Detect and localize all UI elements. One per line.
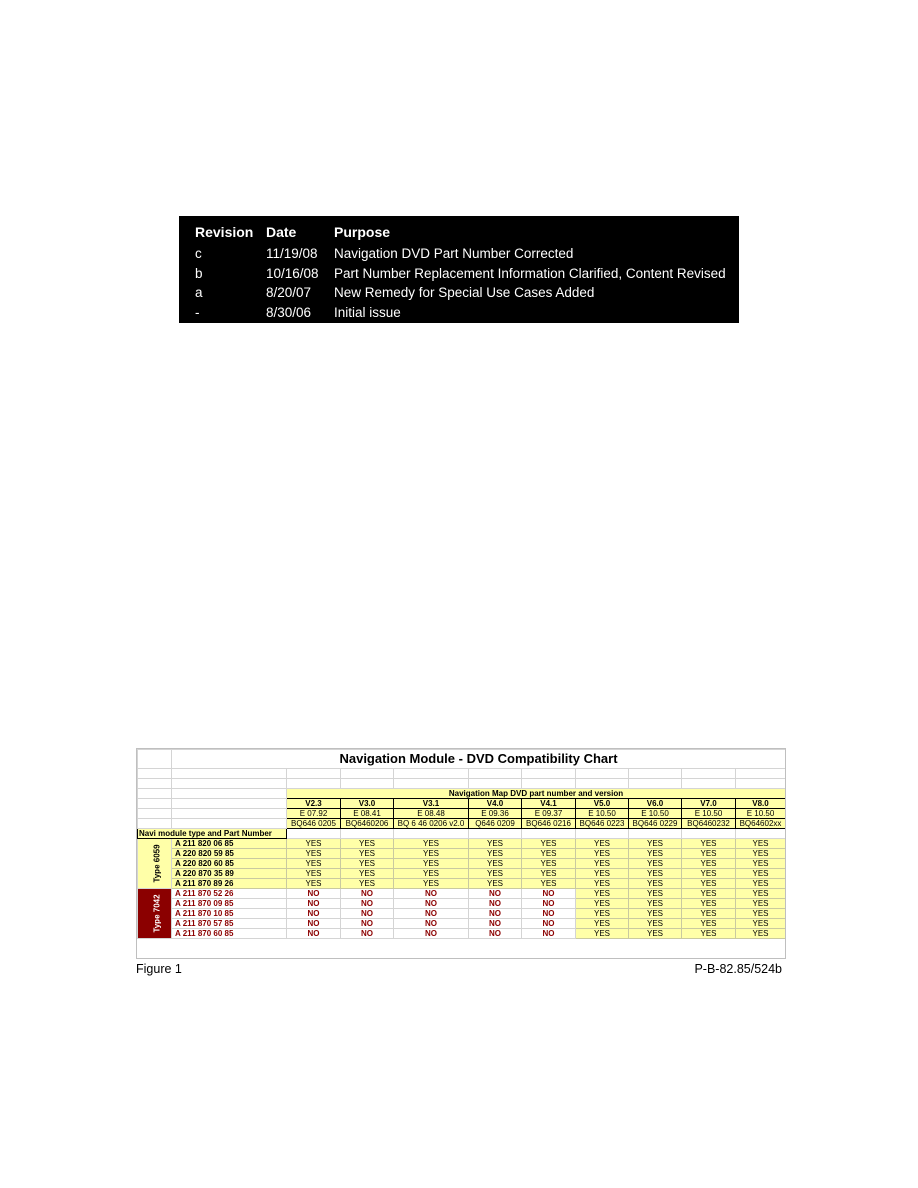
version-cell: V3.0 xyxy=(341,799,394,809)
compatibility-cell: YES xyxy=(629,909,682,919)
module-part-number: A 211 870 10 85 xyxy=(172,909,287,919)
compatibility-cell: NO xyxy=(287,889,341,899)
compatibility-cell: YES xyxy=(576,879,629,889)
revision-purpose: Navigation DVD Part Number Corrected xyxy=(334,246,574,262)
compatibility-cell: YES xyxy=(629,869,682,879)
revision-date: 8/20/07 xyxy=(266,285,312,301)
dvd-part-number-cell: Q646 0209 xyxy=(469,819,522,829)
dvd-part-number-cell: BQ646 0216 xyxy=(522,819,576,829)
compatibility-cell: YES xyxy=(576,859,629,869)
compatibility-cell: YES xyxy=(629,839,682,849)
table-row xyxy=(138,929,786,939)
compatibility-cell: YES xyxy=(629,889,682,899)
table-row xyxy=(138,889,786,899)
empty-cell xyxy=(522,829,576,839)
compatibility-cell: NO xyxy=(522,909,576,919)
compatibility-cell: YES xyxy=(682,869,736,879)
empty-cell xyxy=(394,779,469,789)
empty-cell xyxy=(736,829,786,839)
chart-title-row xyxy=(138,750,786,769)
empty-cell xyxy=(629,779,682,789)
table-row xyxy=(138,869,786,879)
module-part-number: A 220 820 59 85 xyxy=(172,849,287,859)
compatibility-cell: NO xyxy=(287,909,341,919)
compatibility-cell: YES xyxy=(469,869,522,879)
compatibility-cell: YES xyxy=(287,849,341,859)
empty-cell xyxy=(172,799,287,809)
compatibility-cell: YES xyxy=(576,919,629,929)
compatibility-cell: YES xyxy=(576,869,629,879)
compatibility-cell: YES xyxy=(576,899,629,909)
empty-cell xyxy=(469,829,522,839)
compatibility-cell: YES xyxy=(736,859,786,869)
blank-row xyxy=(138,769,786,779)
compatibility-cell: NO xyxy=(394,929,469,939)
compatibility-cell: NO xyxy=(469,909,522,919)
compatibility-cell: YES xyxy=(394,839,469,849)
compatibility-cell: YES xyxy=(287,869,341,879)
empty-cell xyxy=(341,769,394,779)
revision-date: 10/16/08 xyxy=(266,265,319,281)
compatibility-cell: YES xyxy=(682,909,736,919)
compatibility-cell: YES xyxy=(576,889,629,899)
revision-code: c xyxy=(195,246,202,262)
edition-cell: E 10.50 xyxy=(736,809,786,819)
revision-purpose: Initial issue xyxy=(334,304,401,320)
edition-cell: E 10.50 xyxy=(629,809,682,819)
compatibility-cell: NO xyxy=(394,919,469,929)
purpose-header: Purpose xyxy=(334,224,391,240)
compatibility-cell: NO xyxy=(287,899,341,909)
compatibility-cell: YES xyxy=(522,839,576,849)
revision-header: Revision xyxy=(195,224,254,240)
empty-cell xyxy=(138,819,172,829)
empty-cell xyxy=(629,769,682,779)
compatibility-cell: NO xyxy=(287,919,341,929)
compatibility-cell: YES xyxy=(736,929,786,939)
group-label: Type 7042 xyxy=(152,894,162,933)
table-row xyxy=(138,909,786,919)
compatibility-cell: YES xyxy=(682,899,736,909)
versions-row xyxy=(138,799,786,809)
empty-cell xyxy=(341,829,394,839)
empty-cell xyxy=(469,779,522,789)
group-label-cell xyxy=(138,839,172,889)
module-part-number: A 211 870 89 26 xyxy=(172,879,287,889)
column-group-row xyxy=(138,789,786,799)
empty-cell xyxy=(576,829,629,839)
chart-title: Navigation Module - DVD Compatibility Chart xyxy=(172,750,786,769)
version-cell: V4.0 xyxy=(469,799,522,809)
compatibility-cell: YES xyxy=(629,859,682,869)
table-row xyxy=(138,859,786,869)
empty-cell xyxy=(629,829,682,839)
module-part-number: A 220 820 60 85 xyxy=(172,859,287,869)
table-row xyxy=(138,849,786,859)
compatibility-cell: YES xyxy=(576,839,629,849)
compatibility-cell: NO xyxy=(469,919,522,929)
revision-purpose: Part Number Replacement Information Clarified, Content Revised xyxy=(334,265,726,281)
dvd-part-number-cell: BQ646 0205 xyxy=(287,819,341,829)
empty-cell xyxy=(287,779,341,789)
empty-cell xyxy=(138,809,172,819)
dvd-part-number-cell: BQ 6 46 0206 v2.0 xyxy=(394,819,469,829)
empty-cell xyxy=(287,829,341,839)
version-cell: V7.0 xyxy=(682,799,736,809)
revision-date: 11/19/08 xyxy=(266,246,318,262)
editions-row xyxy=(138,809,786,819)
compatibility-cell: YES xyxy=(682,849,736,859)
date-header: Date xyxy=(266,224,297,240)
revision-row xyxy=(195,283,726,303)
compatibility-cell: YES xyxy=(736,899,786,909)
column-group-label: Navigation Map DVD part number and version xyxy=(287,789,786,799)
dvd_part_numbers-row xyxy=(138,819,786,829)
compatibility-cell: NO xyxy=(341,929,394,939)
dvd-part-number-cell: BQ6460232 xyxy=(682,819,736,829)
dvd-part-number-cell: BQ646 0229 xyxy=(629,819,682,829)
compatibility-cell: NO xyxy=(287,929,341,939)
compatibility-cell: YES xyxy=(736,909,786,919)
compatibility-cell: YES xyxy=(341,839,394,849)
compatibility-cell: NO xyxy=(469,929,522,939)
compatibility-cell: NO xyxy=(341,889,394,899)
revision-row xyxy=(195,244,726,264)
compatibility-cell: NO xyxy=(394,909,469,919)
compatibility-cell: YES xyxy=(287,839,341,849)
empty-cell xyxy=(138,769,172,779)
compatibility-cell: NO xyxy=(522,889,576,899)
compatibility-cell: YES xyxy=(629,899,682,909)
empty-cell xyxy=(172,769,287,779)
compatibility-cell: YES xyxy=(576,909,629,919)
row-header-label: Navi module type and Part Number xyxy=(138,829,287,839)
compatibility-cell: YES xyxy=(682,839,736,849)
version-cell: V4.1 xyxy=(522,799,576,809)
revision-row xyxy=(195,303,726,323)
compatibility-cell: YES xyxy=(736,889,786,899)
revision-purpose: New Remedy for Special Use Cases Added xyxy=(334,285,595,301)
compatibility-cell: NO xyxy=(341,909,394,919)
module-part-number: A 211 820 06 85 xyxy=(172,839,287,849)
compatibility-cell: YES xyxy=(576,849,629,859)
compatibility-cell: YES xyxy=(629,919,682,929)
version-cell: V5.0 xyxy=(576,799,629,809)
empty-cell xyxy=(138,779,172,789)
dvd-part-number-cell: BQ6460206 xyxy=(341,819,394,829)
spacer-cell xyxy=(138,750,172,769)
empty-cell xyxy=(287,769,341,779)
edition-cell: E 08.48 xyxy=(394,809,469,819)
compatibility-cell: YES xyxy=(287,859,341,869)
compatibility-cell: YES xyxy=(522,859,576,869)
module-part-number: A 211 870 60 85 xyxy=(172,929,287,939)
compatibility-cell: NO xyxy=(394,899,469,909)
revision-date: 8/30/06 xyxy=(266,304,312,320)
version-cell: V6.0 xyxy=(629,799,682,809)
compatibility-cell: YES xyxy=(394,849,469,859)
module-part-number: A 220 870 35 89 xyxy=(172,869,287,879)
table-row xyxy=(138,879,786,889)
empty-cell xyxy=(576,779,629,789)
compatibility-cell: YES xyxy=(629,879,682,889)
module-part-number: A 211 870 52 26 xyxy=(172,889,287,899)
empty-cell xyxy=(172,779,287,789)
empty-cell xyxy=(172,809,287,819)
compatibility-cell: NO xyxy=(394,889,469,899)
empty-cell xyxy=(576,769,629,779)
compatibility-cell: YES xyxy=(522,879,576,889)
compatibility-cell: YES xyxy=(341,879,394,889)
compatibility-cell: YES xyxy=(287,879,341,889)
compatibility-cell: YES xyxy=(736,839,786,849)
revision-code: a xyxy=(195,285,203,301)
compatibility-cell: YES xyxy=(394,869,469,879)
compatibility-cell: YES xyxy=(341,869,394,879)
compatibility-cell: YES xyxy=(682,929,736,939)
compatibility-cell: NO xyxy=(341,919,394,929)
compatibility-cell: YES xyxy=(469,839,522,849)
revision-code: - xyxy=(195,304,200,320)
compatibility-cell: NO xyxy=(522,899,576,909)
empty-cell xyxy=(138,789,172,799)
empty-cell xyxy=(394,829,469,839)
empty-cell xyxy=(736,769,786,779)
compatibility-cell: YES xyxy=(341,859,394,869)
empty-cell xyxy=(469,769,522,779)
version-cell: V3.1 xyxy=(394,799,469,809)
empty-cell xyxy=(394,769,469,779)
edition-cell: E 08.41 xyxy=(341,809,394,819)
revision-rows xyxy=(195,244,726,322)
compatibility-cell: YES xyxy=(629,929,682,939)
module-part-number: A 211 870 09 85 xyxy=(172,899,287,909)
compatibility-cell: NO xyxy=(341,899,394,909)
edition-cell: E 09.36 xyxy=(469,809,522,819)
empty-cell xyxy=(682,779,736,789)
empty-cell xyxy=(522,769,576,779)
compatibility-cell: YES xyxy=(736,879,786,889)
compatibility-cell: YES xyxy=(469,859,522,869)
row-header-row xyxy=(138,829,786,839)
empty-cell xyxy=(172,789,287,799)
revision-header-row xyxy=(195,220,726,244)
group-label: Type 6059 xyxy=(152,844,162,883)
compatibility-cell: YES xyxy=(576,929,629,939)
compatibility-cell: NO xyxy=(522,919,576,929)
compatibility-cell: YES xyxy=(682,919,736,929)
revision-row xyxy=(195,264,726,284)
dvd-compatibility-chart xyxy=(136,748,786,959)
version-cell: V8.0 xyxy=(736,799,786,809)
edition-cell: E 09.37 xyxy=(522,809,576,819)
figure-caption: Figure 1 xyxy=(136,962,182,976)
table-row xyxy=(138,899,786,909)
revision-history xyxy=(179,216,739,323)
group-label-cell xyxy=(138,889,172,939)
compatibility-cell: YES xyxy=(522,849,576,859)
compatibility-cell: NO xyxy=(469,889,522,899)
empty-cell xyxy=(341,779,394,789)
compatibility-cell: YES xyxy=(469,849,522,859)
edition-cell: E 10.50 xyxy=(682,809,736,819)
empty-cell xyxy=(138,799,172,809)
revision-code: b xyxy=(195,265,203,281)
compatibility-cell: YES xyxy=(341,849,394,859)
dvd-part-number-cell: BQ646 0223 xyxy=(576,819,629,829)
compatibility-cell: YES xyxy=(682,879,736,889)
compatibility-cell: YES xyxy=(522,869,576,879)
compatibility-table xyxy=(137,749,786,939)
compatibility-cell: YES xyxy=(682,859,736,869)
empty-cell xyxy=(172,819,287,829)
compatibility-cell: YES xyxy=(682,889,736,899)
edition-cell: E 10.50 xyxy=(576,809,629,819)
empty-cell xyxy=(736,779,786,789)
compatibility-cell: NO xyxy=(469,899,522,909)
compatibility-cell: NO xyxy=(522,929,576,939)
table-row xyxy=(138,839,786,849)
empty-cell xyxy=(682,829,736,839)
compatibility-cell: YES xyxy=(736,849,786,859)
edition-cell: E 07.92 xyxy=(287,809,341,819)
compatibility-cell: YES xyxy=(394,859,469,869)
compatibility-cell: YES xyxy=(629,849,682,859)
compatibility-cell: YES xyxy=(736,919,786,929)
version-cell: V2.3 xyxy=(287,799,341,809)
blank-row xyxy=(138,779,786,789)
dvd-part-number-cell: BQ64602xx xyxy=(736,819,786,829)
document-reference: P-B-82.85/524b xyxy=(694,962,782,976)
compatibility-cell: YES xyxy=(469,879,522,889)
module-part-number: A 211 870 57 85 xyxy=(172,919,287,929)
compatibility-cell: YES xyxy=(394,879,469,889)
table-row xyxy=(138,919,786,929)
empty-cell xyxy=(522,779,576,789)
revision-table xyxy=(195,220,726,322)
compatibility-cell: YES xyxy=(736,869,786,879)
empty-cell xyxy=(682,769,736,779)
